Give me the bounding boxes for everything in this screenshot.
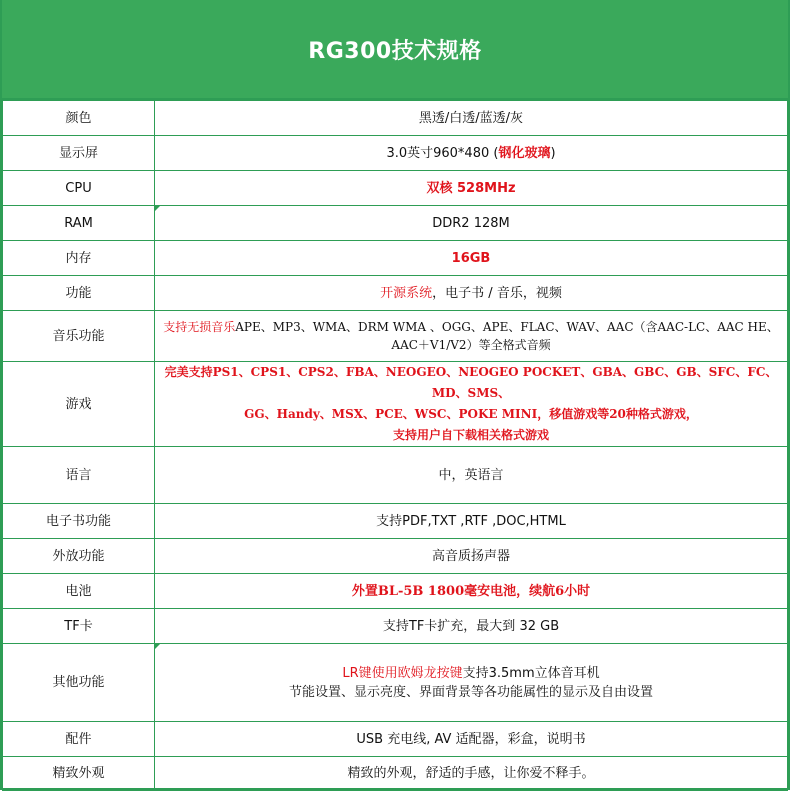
table-row: [3, 644, 788, 722]
row-label-battery: 电池: [3, 574, 155, 609]
other-line-2: 节能设置、显示亮度、界面背景等各功能属性的显示及自由设置: [288, 684, 653, 700]
row-label-cpu: CPU: [3, 171, 155, 206]
other-line-1: [159, 664, 783, 683]
row-label-color: 颜色: [3, 101, 155, 136]
row-value-appearance: 精致的外观，舒适的手感，让你爱不释手。: [155, 757, 788, 791]
row-label-music: 音乐功能: [3, 311, 155, 362]
display-glass-text: 钢化玻璃: [498, 145, 551, 161]
table-row: [3, 171, 788, 206]
row-value-language: 中，英语言: [155, 447, 788, 504]
features-opensource-text: 开源系统: [380, 285, 433, 301]
table-row: [3, 311, 788, 362]
table-row: [3, 206, 788, 241]
table-row: [3, 539, 788, 574]
row-value-battery: 外置BL-5B 1800毫安电池，续航6小时: [155, 574, 788, 609]
row-value-display: [155, 136, 788, 171]
table-row: [3, 757, 788, 791]
row-value-storage: 16GB: [155, 241, 788, 276]
row-value-games: [155, 362, 788, 447]
games-line-1: 完美支持PS1、CPS1、CPS2、FBA、NEOGEO、NEOGEO POCKET、GBA、GBC、GB、SFC、FC、MD、SMS、: [164, 365, 778, 400]
table-row: [3, 136, 788, 171]
table-row: [3, 609, 788, 644]
music-formats-text: APE、MP3、WMA、DRM WMA 、OGG、APE、FLAC、WAV、AAC（含AAC-LC、AAC HE、AAC＋V1/V2）等全格式音频: [235, 320, 779, 352]
row-value-accessories: USB 充电线, AV 适配器，彩盒，说明书: [155, 722, 788, 757]
other-headphone-text: 支持3.5mm立体音耳机: [462, 665, 600, 681]
row-value-features: [155, 276, 788, 311]
table-row: [3, 504, 788, 539]
music-lossless-text: 支持无损音乐: [163, 320, 236, 334]
row-value-speaker: 高音质扬声器: [155, 539, 788, 574]
table-row: [3, 362, 788, 447]
row-label-tf-card: TF卡: [3, 609, 155, 644]
cell-corner-marker: [155, 644, 160, 649]
table-row: [3, 574, 788, 609]
row-value-color: 黑透/白透/蓝透/灰: [155, 101, 788, 136]
row-label-language: 语言: [3, 447, 155, 504]
games-line-2: GG、Handy、MSX、PCE、WSC、POKE MINI，移值游戏等20种格式游戏，: [244, 407, 698, 421]
row-label-games: 游戏: [3, 362, 155, 447]
row-label-features: 功能: [3, 276, 155, 311]
features-rest-text: ，电子书 / 音乐，视频: [432, 285, 562, 301]
spec-table: [2, 100, 788, 791]
row-label-storage: 内存: [3, 241, 155, 276]
row-label-other: 其他功能: [3, 644, 155, 722]
other-lr-keys-text: LR键使用欧姆龙按键: [342, 665, 463, 681]
table-row: [3, 101, 788, 136]
table-row: [3, 276, 788, 311]
games-line-3: 支持用户自下载相关格式游戏: [392, 428, 549, 442]
table-row: [3, 722, 788, 757]
row-value-tf-card: 支持TF卡扩充，最大到 32 GB: [155, 609, 788, 644]
cell-corner-marker: [155, 206, 160, 211]
row-label-appearance: 精致外观: [3, 757, 155, 791]
row-label-accessories: 配件: [3, 722, 155, 757]
row-value-other: [155, 644, 788, 722]
row-value-music: [155, 311, 788, 362]
display-close-paren: ): [550, 145, 556, 161]
row-value-ebook: 支持PDF,TXT ,RTF ,DOC,HTML: [155, 504, 788, 539]
row-value-ram: DDR2 128M: [155, 206, 788, 241]
display-size-text: 3.0英寸960*480 (: [386, 145, 499, 161]
table-row: [3, 447, 788, 504]
row-value-cpu: 双核 528MHz: [155, 171, 788, 206]
row-label-ebook: 电子书功能: [3, 504, 155, 539]
row-label-display: 显示屏: [3, 136, 155, 171]
page-title: RG300技术规格: [2, 0, 788, 100]
table-row: [3, 241, 788, 276]
row-label-ram: RAM: [3, 206, 155, 241]
row-label-speaker: 外放功能: [3, 539, 155, 574]
